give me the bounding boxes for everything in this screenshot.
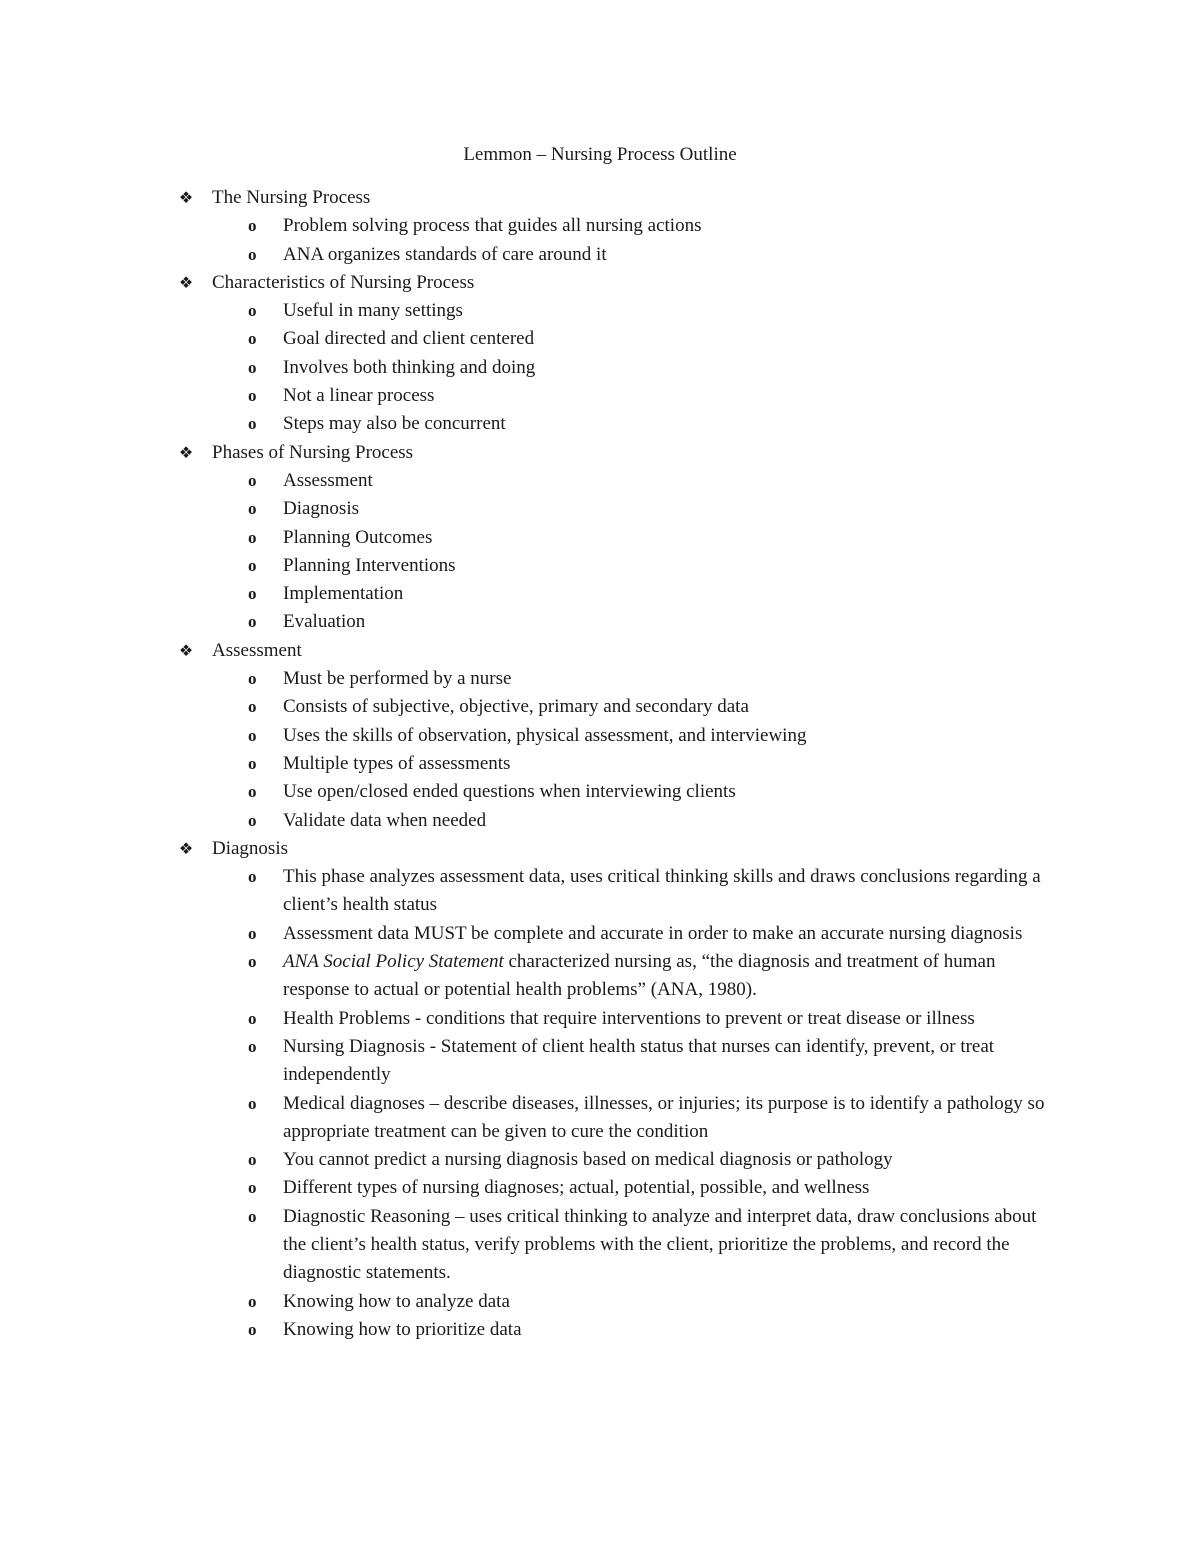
list-item-text: Implementation xyxy=(283,583,404,605)
circle-bullet-icon: o xyxy=(248,867,257,887)
circle-bullet-icon: o xyxy=(248,1206,257,1226)
diamond-bullet-icon: ❖ xyxy=(178,838,194,858)
list-item-text: Knowing how to prioritize data xyxy=(283,1318,522,1340)
circle-bullet-icon: o xyxy=(248,414,257,434)
list-item-text: Planning Outcomes xyxy=(283,526,433,548)
sub-item-list xyxy=(0,212,1200,269)
circle-bullet-icon: o xyxy=(248,301,257,321)
outline-list xyxy=(0,184,1200,1344)
section-heading xyxy=(0,269,1200,297)
sub-item-list xyxy=(0,297,1200,438)
list-item xyxy=(0,608,1200,636)
section-heading-text: Diagnosis xyxy=(212,837,288,859)
list-item-text: Assessment data MUST be complete and accurate in order to make an accurate nursing diagnosis xyxy=(283,922,1023,944)
circle-bullet-icon: o xyxy=(248,1291,257,1311)
list-item xyxy=(0,382,1200,410)
list-item-text: Multiple types of assessments xyxy=(283,752,511,774)
italic-citation: ANA Social Policy Statement xyxy=(283,951,504,973)
list-item xyxy=(0,580,1200,608)
circle-bullet-icon: o xyxy=(248,782,257,802)
list-item-text: Assessment xyxy=(283,469,373,491)
section-heading-text: Phases of Nursing Process xyxy=(212,441,414,463)
list-item-text: Goal directed and client centered xyxy=(283,328,535,350)
outline-section xyxy=(0,269,1200,439)
list-item-text: This phase analyzes assessment data, uses critical thinking skills and draws conclusions regarding a client’s health status xyxy=(283,866,1041,916)
list-item xyxy=(0,297,1200,325)
list-item-text: Steps may also be concurrent xyxy=(283,413,506,435)
list-item-text: Evaluation xyxy=(283,611,366,633)
circle-bullet-icon: o xyxy=(248,1319,257,1339)
outline-section xyxy=(0,835,1200,1344)
section-heading xyxy=(0,184,1200,212)
list-item xyxy=(0,495,1200,523)
circle-bullet-icon: o xyxy=(248,725,257,745)
circle-bullet-icon: o xyxy=(248,612,257,632)
diamond-bullet-icon: ❖ xyxy=(178,188,194,207)
circle-bullet-icon: o xyxy=(248,1150,257,1170)
list-item-text: Nursing Diagnosis - Statement of client health status that nurses can identify, prevent, or treat independently xyxy=(283,1035,995,1086)
outline-section xyxy=(0,637,1200,835)
circle-bullet-icon: o xyxy=(248,499,257,519)
list-item-text: Diagnostic Reasoning – uses critical thinking to analyze and interpret data, draw conclusions about the client’s health status, verify problems with the client, prioritize the problems, and record the diagnostic statements. xyxy=(283,1205,1037,1284)
list-item xyxy=(0,1033,1200,1090)
list-item-text: Validate data when needed xyxy=(283,809,487,831)
sub-item-list xyxy=(0,467,1200,637)
list-item-text: Uses the skills of observation, physical assessment, and interviewing xyxy=(283,724,807,746)
list-item xyxy=(0,863,1200,920)
circle-bullet-icon: o xyxy=(248,923,257,943)
list-item xyxy=(0,1146,1200,1174)
circle-bullet-icon: o xyxy=(248,470,257,490)
list-item xyxy=(0,524,1200,552)
list-item-text: Use open/closed ended questions when interviewing clients xyxy=(283,781,736,803)
circle-bullet-icon: o xyxy=(248,386,257,406)
list-item xyxy=(0,241,1200,269)
list-item xyxy=(0,410,1200,438)
list-item xyxy=(0,1316,1200,1344)
circle-bullet-icon: o xyxy=(248,555,257,575)
list-item-text: Involves both thinking and doing xyxy=(283,356,536,378)
circle-bullet-icon: o xyxy=(248,329,257,349)
sub-item-list xyxy=(0,863,1200,1344)
list-item-text: Diagnosis xyxy=(283,498,359,520)
list-item-text: Knowing how to analyze data xyxy=(283,1290,510,1312)
list-item xyxy=(0,467,1200,495)
list-item xyxy=(0,325,1200,353)
list-item-text: You cannot predict a nursing diagnosis based on medical diagnosis or pathology xyxy=(283,1149,893,1171)
diamond-bullet-icon: ❖ xyxy=(178,442,194,462)
section-heading-text: The Nursing Process xyxy=(212,187,371,208)
circle-bullet-icon: o xyxy=(248,1178,257,1198)
list-item xyxy=(0,665,1200,693)
circle-bullet-icon: o xyxy=(248,697,257,717)
list-item xyxy=(0,750,1200,778)
circle-bullet-icon: o xyxy=(248,669,257,689)
circle-bullet-icon: o xyxy=(248,216,257,236)
list-item-text: ANA organizes standards of care around it xyxy=(283,243,607,265)
outline-section xyxy=(0,184,1200,269)
circle-bullet-icon: o xyxy=(248,584,257,604)
circle-bullet-icon: o xyxy=(248,244,257,264)
list-item-text: Different types of nursing diagnoses; actual, potential, possible, and wellness xyxy=(283,1177,870,1199)
sub-item-list xyxy=(0,665,1200,835)
list-item-text: Planning Interventions xyxy=(283,554,456,576)
list-item xyxy=(0,948,1200,1005)
list-item-text: Medical diagnoses – describe diseases, illnesses, or injuries; its purpose is to identify a pathology so appropriate treatment can be given to cure the condition xyxy=(283,1092,1045,1142)
list-item xyxy=(0,722,1200,750)
circle-bullet-icon: o xyxy=(248,952,257,972)
list-item-text: characterized nursing as, “the diagnosis and treatment of human response to actual or potential health problems” (ANA, 1980). xyxy=(283,951,996,1001)
circle-bullet-icon: o xyxy=(248,753,257,773)
diamond-bullet-icon: ❖ xyxy=(178,272,194,292)
outline-section xyxy=(0,439,1200,637)
list-item xyxy=(0,354,1200,382)
list-item-text: Useful in many settings xyxy=(283,300,463,322)
list-item-text: Health Problems - conditions that require interventions to prevent or treat disease or illness xyxy=(283,1007,975,1029)
list-item xyxy=(0,807,1200,835)
list-item xyxy=(0,212,1200,240)
list-item xyxy=(0,1005,1200,1033)
circle-bullet-icon: o xyxy=(248,810,257,830)
section-heading xyxy=(0,835,1200,863)
list-item xyxy=(0,778,1200,806)
list-item xyxy=(0,1203,1200,1288)
circle-bullet-icon: o xyxy=(248,1036,257,1056)
section-heading xyxy=(0,439,1200,467)
section-heading-text: Characteristics of Nursing Process xyxy=(212,271,475,293)
list-item xyxy=(0,693,1200,721)
list-item-text: Not a linear process xyxy=(283,385,435,407)
list-item-text: Consists of subjective, objective, primary and secondary data xyxy=(283,696,749,718)
list-item xyxy=(0,1174,1200,1202)
list-item xyxy=(0,552,1200,580)
section-heading xyxy=(0,637,1200,665)
list-item xyxy=(0,1090,1200,1147)
diamond-bullet-icon: ❖ xyxy=(178,640,194,660)
list-item xyxy=(0,920,1200,948)
circle-bullet-icon: o xyxy=(248,527,257,547)
list-item-text: Must be performed by a nurse xyxy=(283,668,512,690)
circle-bullet-icon: o xyxy=(248,1093,257,1113)
circle-bullet-icon: o xyxy=(248,1008,257,1028)
section-heading-text: Assessment xyxy=(212,639,302,661)
list-item-text: Problem solving process that guides all nursing actions xyxy=(283,215,702,237)
list-item xyxy=(0,1288,1200,1316)
document-title: Lemmon – Nursing Process Outline xyxy=(463,144,737,165)
circle-bullet-icon: o xyxy=(248,357,257,377)
